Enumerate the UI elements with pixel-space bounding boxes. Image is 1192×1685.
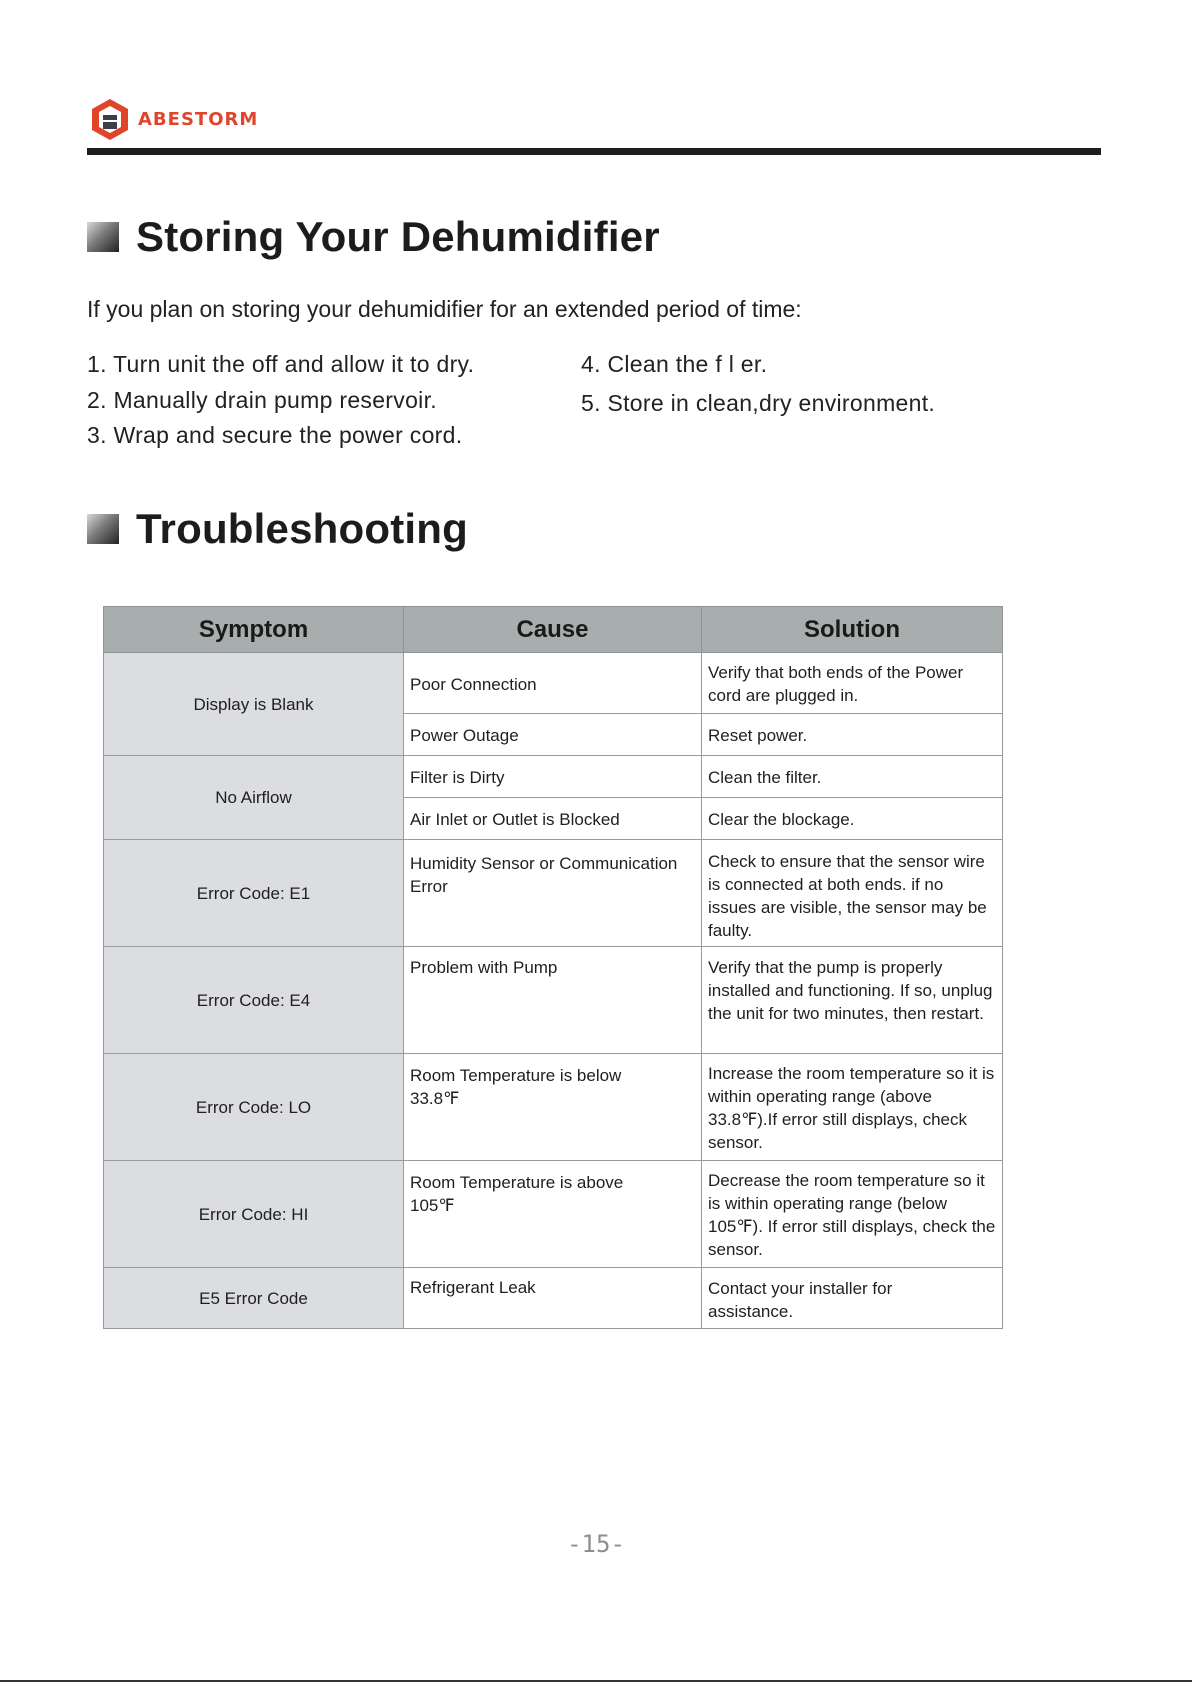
troubleshooting-heading (87, 505, 468, 553)
storing-step: 2. Manually drain pump reservoir. (87, 386, 437, 413)
solution-cell: Clear the blockage. (702, 798, 1003, 840)
header-symptom: Symptom (104, 607, 404, 653)
solution-cell: Verify that the pump is properly installed and functioning. If so, unplug the unit for two minutes, then restart. (702, 947, 1003, 1054)
cause-cell: Power Outage (404, 714, 702, 756)
table-header-row (104, 607, 1003, 653)
troubleshooting-table (103, 606, 1003, 1329)
symptom-cell: Error Code: E4 (104, 947, 404, 1054)
table-row (104, 1054, 1003, 1161)
header-cause: Cause (404, 607, 702, 653)
storing-intro: If you plan on storing your dehumidifier for an extended period of time: (87, 296, 802, 322)
cause-cell: Filter is Dirty (404, 756, 702, 798)
storing-step: 3. Wrap and secure the power cord. (87, 422, 463, 448)
cause-cell: Problem with Pump (404, 947, 702, 1054)
table-row (104, 1268, 1003, 1329)
solution-cell: Verify that both ends of the Power cord are plugged in. (702, 653, 1003, 714)
section-bullet-icon (87, 222, 119, 252)
symptom-cell: Error Code: LO (104, 1054, 404, 1161)
solution-cell: Increase the room temperature so it is within operating range (above 33.8℉).If error still displays, check sensor. (702, 1054, 1003, 1161)
storing-title: Storing Your Dehumidifier (136, 213, 660, 260)
table-row (104, 1161, 1003, 1268)
storing-step: 1. Turn unit the off and allow it to dry. (87, 351, 475, 377)
solution-cell: Check to ensure that the sensor wire is connected at both ends. if no issues are visible, the sensor may be faulty. (702, 840, 1003, 947)
symptom-cell: Error Code: E1 (104, 840, 404, 947)
symptom-cell: Error Code: HI (104, 1161, 404, 1268)
symptom-cell: No Airflow (104, 756, 404, 840)
header-solution: Solution (702, 607, 1003, 653)
storing-steps-left (87, 349, 474, 456)
solution-cell: Contact your installer for assistance. (702, 1268, 1003, 1329)
storing-steps-right (581, 349, 935, 423)
troubleshooting-title: Troubleshooting (136, 505, 468, 552)
cause-cell: Refrigerant Leak (404, 1268, 702, 1329)
brand-logo (90, 97, 258, 141)
symptom-cell: E5 Error Code (104, 1268, 404, 1329)
header-rule (87, 148, 1101, 155)
cause-cell: Humidity Sensor or Communication Error (404, 840, 702, 947)
solution-cell: Clean the filter. (702, 756, 1003, 798)
table-row (104, 756, 1003, 798)
cause-cell: Air Inlet or Outlet is Blocked (404, 798, 702, 840)
solution-cell: Reset power. (702, 714, 1003, 756)
house-shield-logo-icon (90, 97, 130, 141)
storing-heading (87, 213, 660, 261)
brand-name: ABESTORM (138, 108, 259, 130)
page-number: -15- (567, 1530, 625, 1558)
solution-cell: Decrease the room temperature so it is within operating range (below 105℉). If error still displays, check the sensor. (702, 1161, 1003, 1268)
storing-step: 5. Store in clean,dry environment. (581, 389, 936, 416)
cause-cell: Room Temperature is above 105℉ (404, 1161, 702, 1268)
table-row (104, 840, 1003, 947)
section-bullet-icon (87, 514, 119, 544)
symptom-cell: Display is Blank (104, 653, 404, 756)
cause-cell: Room Temperature is below 33.8℉ (404, 1054, 702, 1161)
table-row (104, 653, 1003, 714)
table-row (104, 947, 1003, 1054)
bottom-rule (0, 1680, 1192, 1682)
storing-step: 4. Clean the f l er. (581, 351, 768, 377)
cause-cell: Poor Connection (404, 653, 702, 714)
